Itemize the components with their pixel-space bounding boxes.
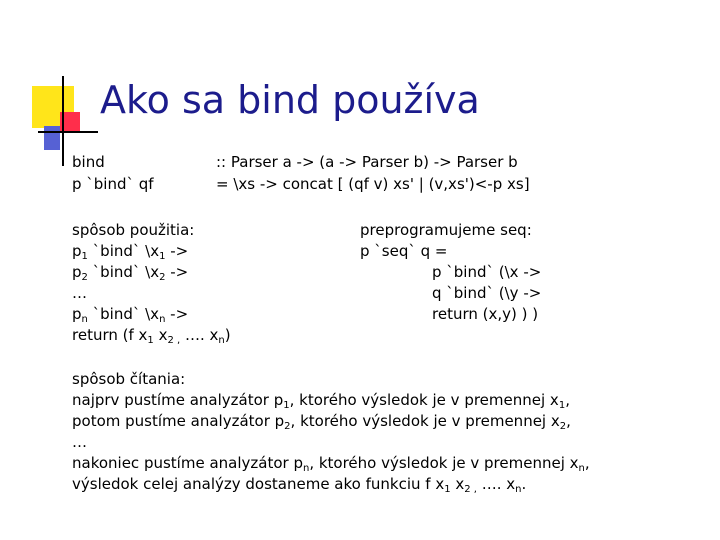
def-bind-type: :: Parser a -> (a -> Parser b) -> Parser b xyxy=(216,153,518,171)
usage-line-4: $p_n$ `bind` $\backslash x_n$ -> xyxy=(72,305,189,325)
seq-line-2: p `bind` (\x -> xyxy=(432,263,542,281)
reading-line-4: nakoniec pustíme analyzátor $p_n$, ktorého výsledok je v premennej $x_n$, xyxy=(72,454,590,474)
seq-heading: preprogramujeme seq: xyxy=(360,221,532,239)
reading-heading: spôsob čítania: xyxy=(72,370,186,388)
usage-line-3: … xyxy=(72,284,87,302)
usage-heading: spôsob použitia: xyxy=(72,221,195,239)
seq-line-4: return (x,y) ) ) xyxy=(432,305,539,323)
reading-line-2: potom pustíme analyzátor $p_2$, ktorého výsledok je v premennej $x_2$, xyxy=(72,412,571,432)
seq-line-3: q `bind` (\y -> xyxy=(432,284,542,302)
usage-line-1: $p_1$ `bind` $\backslash x_1$ -> xyxy=(72,242,189,262)
reading-line-5: výsledok celej analýzy dostaneme ako funkciu f $x_1$ $x_{2 ,}$ …. $x_n$. xyxy=(72,475,527,495)
decor-vertical-line xyxy=(62,76,64,166)
reading-line-3: … xyxy=(72,433,87,451)
seq-line-1: p `seq` q = xyxy=(360,242,448,260)
slide-title: Ako sa bind používa xyxy=(100,78,480,122)
usage-line-2: $p_2$ `bind` $\backslash x_2$ -> xyxy=(72,263,189,283)
decor-horizontal-line xyxy=(38,131,98,133)
def-bind-label: bind xyxy=(72,153,105,171)
reading-line-1: najprv pustíme analyzátor $p_1$, ktorého výsledok je v premennej $x_1$, xyxy=(72,391,570,411)
usage-line-5: return (f $x_1$ $x_{2 ,}$ …. $x_n$) xyxy=(72,326,231,346)
def-bind-head: p `bind` qf xyxy=(72,175,154,193)
def-bind-body: = \xs -> concat [ (qf v) xs' | (v,xs')<-p xs] xyxy=(216,175,530,193)
decor-blue-square xyxy=(44,126,60,150)
